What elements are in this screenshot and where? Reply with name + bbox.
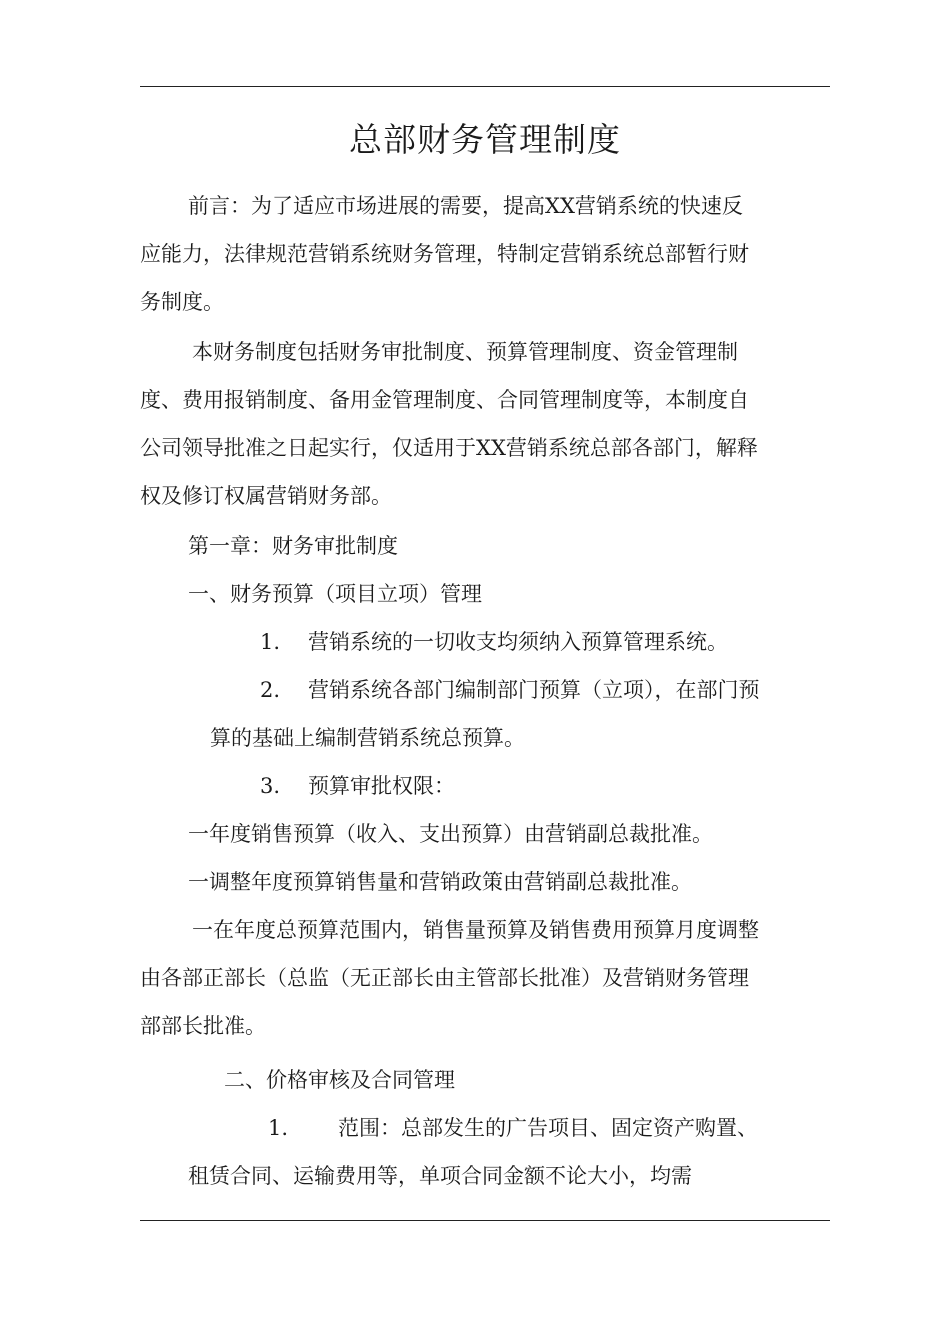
scope-paragraph <box>140 328 830 520</box>
text-line: 前言：为了适应市场进展的需要，提高XX营销系统的快速反 <box>188 194 743 218</box>
list-number: 1. <box>268 1116 289 1140</box>
dash-line: 一调整年度预算销售量和营销政策由营销副总裁批准。 <box>188 870 692 894</box>
dash-line: 一年度销售预算（收入、支出预算）由营销副总裁批准。 <box>188 822 713 846</box>
document-body <box>140 182 830 1200</box>
list-item <box>140 1104 830 1152</box>
list-item-continuation: 算的基础上编制营销系统总预算。 <box>210 726 525 750</box>
section-heading-2: 二、价格审核及合同管理 <box>224 1068 455 1092</box>
document-title: 总部财务管理制度 <box>349 120 621 159</box>
list-text: 预算审批权限： <box>308 774 455 798</box>
preface-paragraph <box>140 182 830 326</box>
dash-paragraph <box>140 906 830 1050</box>
text-line: 公司领导批准之日起实行，仅适用于XX营销系统总部各部门，解释 <box>140 436 758 460</box>
text-line: 应能力，法律规范营销系统财务管理，特制定营销系统总部暂行财 <box>140 242 749 266</box>
text-line: 由各部正部长（总监（无正部长由主管部长批准）及营销财务管理 <box>140 966 749 990</box>
text-line: 本财务制度包括财务审批制度、预算管理制度、资金管理制 <box>192 340 738 364</box>
footer-rule <box>140 1220 830 1221</box>
text-line: 部部长批准。 <box>140 1014 266 1038</box>
list-item <box>140 666 830 714</box>
list-item <box>140 762 830 810</box>
list-item <box>140 618 830 666</box>
list-number: 1. <box>260 630 281 654</box>
list-text: 营销系统的一切收支均须纳入预算管理系统。 <box>308 630 728 654</box>
list-number: 2. <box>260 678 281 702</box>
list-text: 范围：总部发生的广告项目、固定资产购置、 <box>338 1116 758 1140</box>
text-line: 务制度。 <box>140 290 224 314</box>
chapter-heading: 第一章：财务审批制度 <box>188 534 398 558</box>
text-line: 度、费用报销制度、备用金管理制度、合同管理制度等，本制度自 <box>140 388 749 412</box>
list-number: 3. <box>260 774 281 798</box>
list-item-continuation: 租赁合同、运输费用等，单项合同金额不论大小，均需 <box>188 1164 692 1188</box>
text-line: 权及修订权属营销财务部。 <box>140 484 392 508</box>
header-rule <box>140 86 830 87</box>
list-text: 营销系统各部门编制部门预算（立项），在部门预 <box>308 678 760 702</box>
text-line: 一在年度总预算范围内，销售量预算及销售费用预算月度调整 <box>192 918 759 942</box>
section-heading: 一、财务预算（项目立项）管理 <box>188 582 482 606</box>
